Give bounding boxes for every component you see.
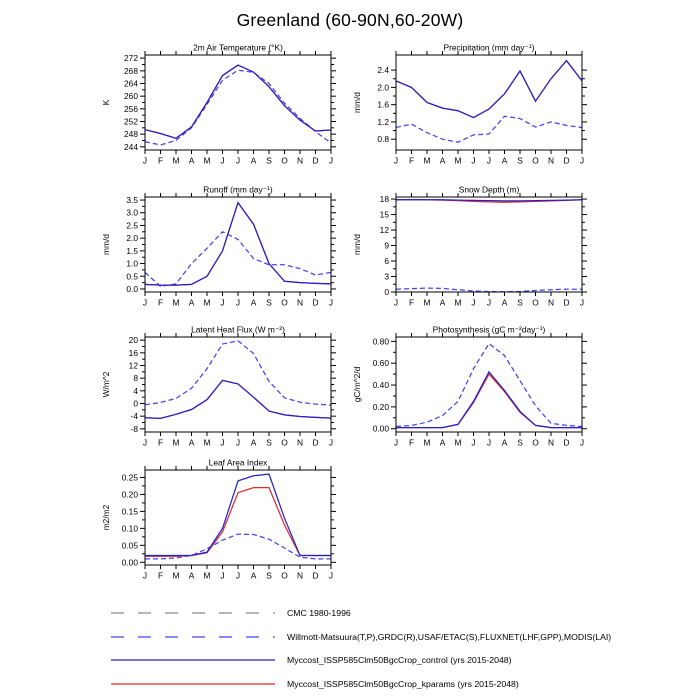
series-line-control xyxy=(145,203,331,286)
legend-entry-obs xyxy=(110,625,670,649)
x-tick-label: O xyxy=(532,437,539,448)
y-tick-label: 0.00 xyxy=(372,423,389,434)
y-tick-label: 1.0 xyxy=(126,258,138,269)
plot-frame xyxy=(145,197,331,292)
y-tick-label: -4 xyxy=(130,411,138,422)
x-tick-label: M xyxy=(454,437,462,448)
x-tick-label: N xyxy=(547,155,555,166)
x-tick-label: M xyxy=(423,437,431,448)
legend-label-control: Myccost_ISSP585Clm50BgcCrop_control (yrs 2015-2048) xyxy=(287,655,512,666)
x-tick-label: D xyxy=(312,297,319,308)
plot-frame xyxy=(396,337,582,432)
legend-entry-control xyxy=(110,648,670,672)
panel-lhflx-plot xyxy=(100,323,344,448)
y-tick-label: 0.10 xyxy=(121,523,138,534)
x-tick-label: J xyxy=(579,155,585,166)
y-tick-label: 272 xyxy=(124,53,138,64)
plot-frame xyxy=(396,197,582,292)
x-tick-label: M xyxy=(203,297,211,308)
legend-label-cmc: CMC 1980-1996 xyxy=(287,607,351,618)
panel-runoff-plot xyxy=(100,183,344,308)
x-tick-label: M xyxy=(172,155,180,166)
series-line-obs xyxy=(396,116,582,142)
y-tick-label: 0.05 xyxy=(121,540,138,551)
x-tick-label: D xyxy=(563,155,570,166)
x-tick-label: S xyxy=(266,297,272,308)
panel-title: Photosynthesis (gC m⁻²day⁻¹) xyxy=(432,324,546,335)
y-tick-label: 1.5 xyxy=(126,245,138,256)
panel-snowdepth-plot xyxy=(351,183,595,308)
panel-title: Leaf Area Index xyxy=(208,457,268,468)
x-tick-label: A xyxy=(439,437,446,448)
x-tick-label: S xyxy=(517,155,523,166)
x-tick-label: J xyxy=(220,155,225,166)
x-tick-label: J xyxy=(235,437,241,448)
x-tick-label: F xyxy=(157,297,164,308)
panel-photosynthesis-plot xyxy=(351,323,595,448)
x-tick-label: M xyxy=(172,297,180,308)
y-tick-label: -8 xyxy=(130,423,138,434)
x-tick-label: J xyxy=(142,437,148,448)
x-tick-label: M xyxy=(203,155,211,166)
x-tick-label: J xyxy=(235,570,241,581)
x-tick-label: A xyxy=(501,437,508,448)
axes xyxy=(122,466,336,581)
series-line-control xyxy=(396,61,582,118)
x-tick-label: J xyxy=(579,437,585,448)
x-tick-label: J xyxy=(393,155,399,166)
x-tick-label: A xyxy=(501,297,508,308)
x-tick-label: J xyxy=(471,155,476,166)
x-tick-label: D xyxy=(312,437,319,448)
x-tick-label: J xyxy=(393,437,399,448)
panel-temp2m xyxy=(100,41,344,166)
y-tick-label: 0.00 xyxy=(121,557,138,568)
x-tick-label: M xyxy=(172,437,180,448)
x-tick-label: M xyxy=(172,570,180,581)
x-tick-label: J xyxy=(328,437,334,448)
legend xyxy=(110,601,670,696)
series-line-control xyxy=(145,65,331,138)
x-tick-label: A xyxy=(188,297,195,308)
panel-title: Snow Depth (m) xyxy=(458,184,520,195)
y-tick-label: 16 xyxy=(128,347,138,358)
y-tick-label: 12 xyxy=(128,360,138,371)
x-tick-label: O xyxy=(281,297,288,308)
panel-photosynthesis xyxy=(351,323,595,448)
x-tick-label: D xyxy=(563,437,570,448)
y-tick-label: 0 xyxy=(133,398,138,409)
x-tick-label: M xyxy=(423,155,431,166)
y-axis-label: mm/d xyxy=(352,92,362,113)
x-tick-label: O xyxy=(532,155,539,166)
x-tick-label: F xyxy=(157,155,164,166)
x-tick-label: N xyxy=(296,155,304,166)
axes xyxy=(129,333,336,448)
panel-title: 2m Air Temperature (°K) xyxy=(193,42,283,53)
y-tick-label: 0.15 xyxy=(121,506,138,517)
panel-title: Precipitation (mm day⁻¹) xyxy=(443,42,535,53)
y-tick-label: 1.2 xyxy=(377,116,389,127)
x-tick-label: M xyxy=(203,570,211,581)
legend-entry-cmc xyxy=(110,601,670,625)
y-tick-label: 0.20 xyxy=(372,401,389,412)
plot-frame xyxy=(145,55,331,150)
y-tick-label: 0.5 xyxy=(126,271,138,282)
x-tick-label: A xyxy=(250,297,257,308)
x-tick-label: A xyxy=(188,155,195,166)
panel-precip-plot xyxy=(351,41,595,166)
x-tick-label: D xyxy=(563,297,570,308)
y-axis-label: gC/m^2/d xyxy=(352,366,362,403)
y-tick-label: 9 xyxy=(384,240,389,251)
y-tick-label: 18 xyxy=(379,194,389,205)
y-tick-label: 256 xyxy=(124,103,138,114)
series-line-kparams xyxy=(145,65,331,138)
x-tick-label: J xyxy=(328,155,334,166)
y-tick-label: 264 xyxy=(124,78,138,89)
x-tick-label: J xyxy=(328,570,334,581)
x-tick-label: J xyxy=(328,297,334,308)
y-axis-label: mm/d xyxy=(101,234,111,255)
x-tick-label: M xyxy=(454,297,462,308)
x-tick-label: A xyxy=(439,155,446,166)
x-tick-label: A xyxy=(188,570,195,581)
series-line-kparams xyxy=(396,374,582,428)
y-tick-label: 0.0 xyxy=(126,283,138,294)
y-tick-label: 15 xyxy=(379,209,389,220)
y-axis-label: K xyxy=(101,99,111,106)
plot-frame xyxy=(396,55,582,150)
x-tick-label: M xyxy=(203,437,211,448)
x-tick-label: A xyxy=(250,570,257,581)
x-tick-label: J xyxy=(142,570,148,581)
y-axis-label: W/m^2 xyxy=(101,371,111,398)
y-tick-label: 0.20 xyxy=(121,489,138,500)
panel-snowdepth xyxy=(351,183,595,308)
legend-label-obs: Willmott-Matsuura(T,P),GRDC(R),USAF/ETAC(S),FLUXNET(LHF,GPP),MODIS(LAI) xyxy=(287,631,612,642)
x-tick-label: F xyxy=(408,297,415,308)
y-tick-label: 1.6 xyxy=(377,99,389,110)
x-tick-label: J xyxy=(142,297,148,308)
series-line-control xyxy=(396,200,582,201)
y-tick-label: 268 xyxy=(124,65,138,76)
series-line-obs xyxy=(145,232,331,287)
x-tick-label: A xyxy=(439,297,446,308)
legend-line-obs xyxy=(110,632,276,642)
x-tick-label: J xyxy=(220,297,225,308)
y-tick-label: 20 xyxy=(128,335,138,346)
x-tick-label: J xyxy=(142,155,148,166)
x-tick-label: M xyxy=(423,297,431,308)
x-tick-label: J xyxy=(471,297,476,308)
legend-label-kparams: Myccost_ISSP585Clm50BgcCrop_kparams (yrs 2015-2048) xyxy=(287,678,519,689)
x-tick-label: N xyxy=(296,570,304,581)
series-line-obs xyxy=(145,70,331,145)
legend-line-kparams xyxy=(110,679,276,689)
axes xyxy=(124,51,336,166)
y-tick-label: 260 xyxy=(124,91,138,102)
x-tick-label: M xyxy=(454,155,462,166)
y-tick-label: 3.0 xyxy=(126,207,138,218)
y-tick-label: 2.0 xyxy=(377,82,389,93)
x-tick-label: S xyxy=(517,437,523,448)
y-axis-label: mm/d xyxy=(352,234,362,255)
legend-entry-kparams xyxy=(110,672,670,696)
series-line-obs xyxy=(396,344,582,427)
panel-lhflx xyxy=(100,323,344,448)
y-tick-label: 2.5 xyxy=(126,220,138,231)
x-tick-label: O xyxy=(281,570,288,581)
panel-lai xyxy=(100,456,344,581)
y-tick-label: 0.80 xyxy=(372,336,389,347)
x-tick-label: F xyxy=(408,437,415,448)
x-tick-label: N xyxy=(547,297,555,308)
x-tick-label: D xyxy=(312,570,319,581)
x-tick-label: N xyxy=(547,437,555,448)
y-tick-label: 2.4 xyxy=(377,65,389,76)
y-tick-label: 8 xyxy=(133,373,138,384)
axes xyxy=(380,193,587,308)
panel-lai-plot xyxy=(100,456,344,581)
x-tick-label: D xyxy=(312,155,319,166)
x-tick-label: J xyxy=(486,155,492,166)
x-tick-label: J xyxy=(471,437,476,448)
y-tick-label: 252 xyxy=(124,116,138,127)
legend-line-control xyxy=(110,655,276,665)
series-line-obs xyxy=(145,341,331,405)
panel-title: Runoff (mm day⁻¹) xyxy=(203,184,273,195)
series-line-control xyxy=(145,474,331,555)
axes xyxy=(377,51,587,166)
y-tick-label: 244 xyxy=(124,141,138,152)
x-tick-label: N xyxy=(296,437,304,448)
x-tick-label: A xyxy=(250,437,257,448)
x-tick-label: S xyxy=(266,437,272,448)
series-line-kparams xyxy=(145,488,331,557)
series-line-control xyxy=(396,372,582,428)
x-tick-label: J xyxy=(220,437,225,448)
panel-title: Latent Heat Flux (W m⁻²) xyxy=(191,324,285,335)
panel-runoff xyxy=(100,183,344,308)
y-axis-label: m2/m2 xyxy=(101,504,111,531)
x-tick-label: A xyxy=(188,437,195,448)
x-tick-label: J xyxy=(235,155,241,166)
x-tick-label: J xyxy=(486,437,492,448)
x-tick-label: O xyxy=(281,155,288,166)
x-tick-label: J xyxy=(486,297,492,308)
series-line-kparams xyxy=(145,203,331,286)
y-tick-label: 0.40 xyxy=(372,380,389,391)
x-tick-label: S xyxy=(517,297,523,308)
y-tick-label: 0 xyxy=(384,287,389,297)
y-tick-label: 0.60 xyxy=(372,358,389,369)
legend-line-cmc xyxy=(110,608,276,618)
y-tick-label: 6 xyxy=(384,256,389,267)
x-tick-label: S xyxy=(266,570,272,581)
x-tick-label: J xyxy=(235,297,241,308)
figure-title: Greenland (60-90N,60-20W) xyxy=(236,10,464,30)
x-tick-label: J xyxy=(393,297,399,308)
x-tick-label: J xyxy=(220,570,225,581)
x-tick-label: N xyxy=(296,297,304,308)
plot-frame xyxy=(145,470,331,565)
y-tick-label: 4 xyxy=(133,385,138,396)
x-tick-label: J xyxy=(579,297,585,308)
axes xyxy=(126,193,336,308)
x-tick-label: F xyxy=(408,155,415,166)
y-tick-label: 12 xyxy=(379,225,389,236)
x-tick-label: A xyxy=(501,155,508,166)
panel-temp2m-plot xyxy=(100,41,344,166)
x-tick-label: F xyxy=(157,570,164,581)
x-tick-label: A xyxy=(250,155,257,166)
y-tick-label: 248 xyxy=(124,129,138,140)
x-tick-label: S xyxy=(266,155,272,166)
x-tick-label: O xyxy=(532,297,539,308)
y-tick-label: 3 xyxy=(384,271,389,282)
y-tick-label: 3.5 xyxy=(126,195,138,206)
y-tick-label: 2.0 xyxy=(126,233,138,244)
y-tick-label: 0.8 xyxy=(377,134,389,145)
y-tick-label: 0.25 xyxy=(121,472,138,483)
panel-precip xyxy=(351,41,595,166)
x-tick-label: F xyxy=(157,437,164,448)
series-line-obs xyxy=(396,288,582,292)
x-tick-label: O xyxy=(281,437,288,448)
